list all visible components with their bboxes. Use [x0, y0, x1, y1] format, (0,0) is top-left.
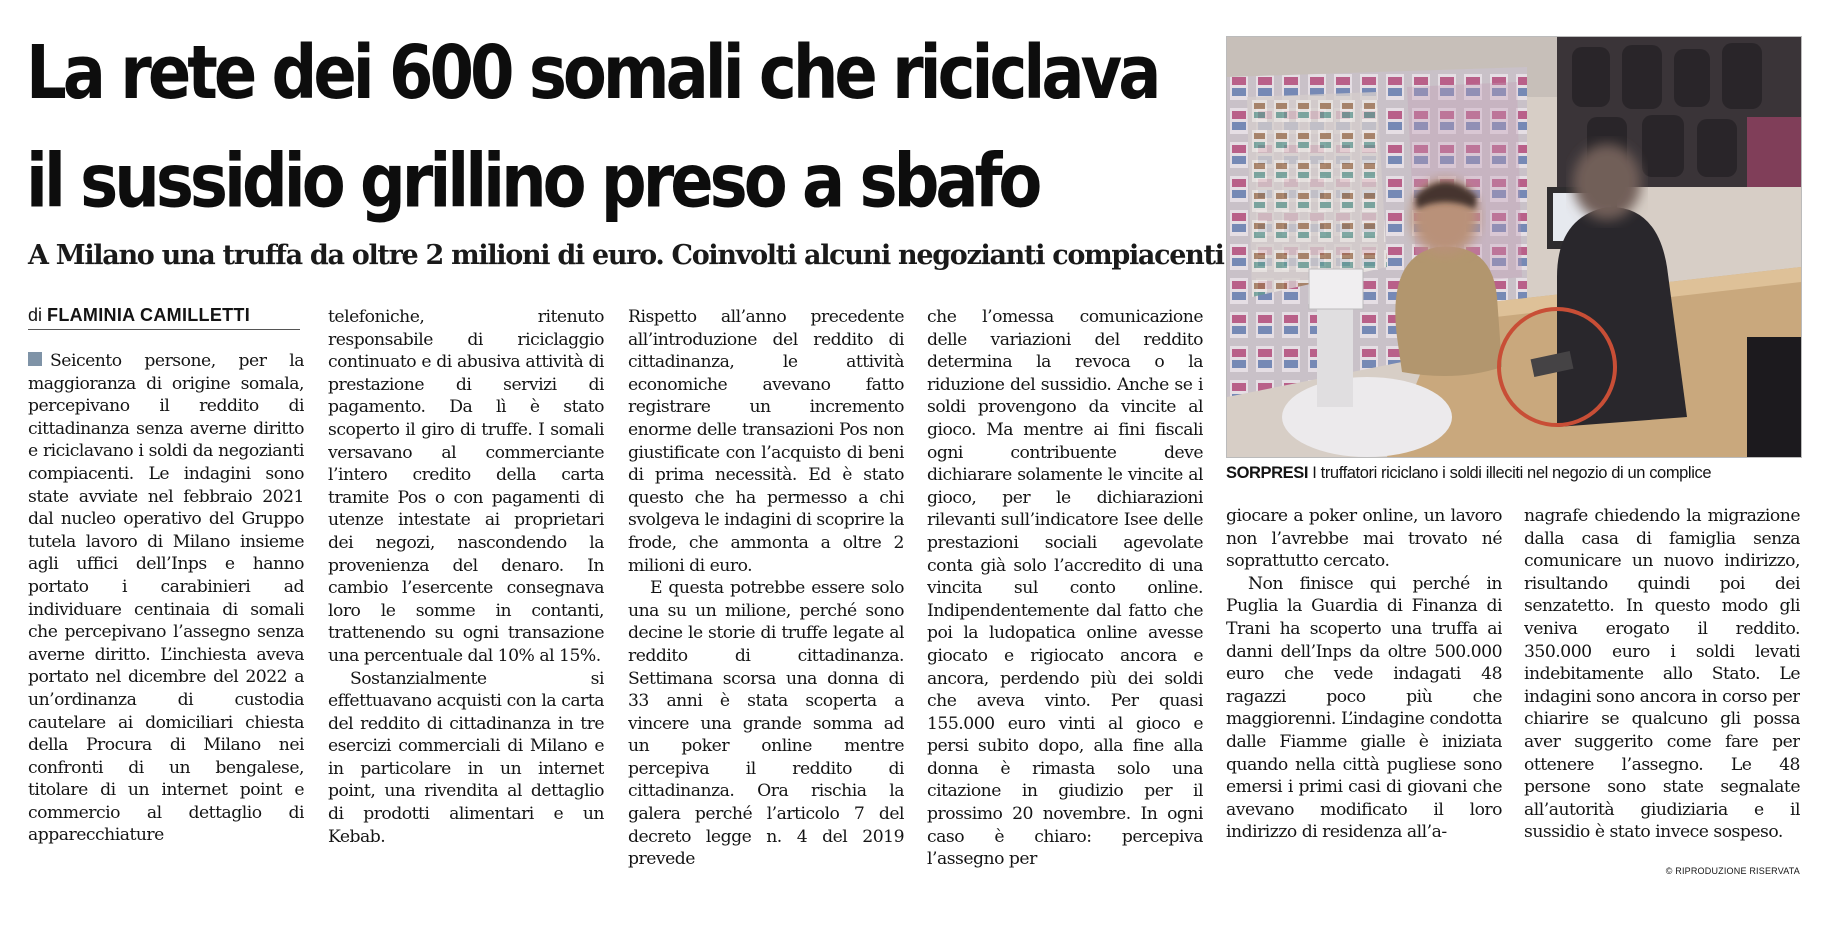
- paragraph: telefoniche, ritenuto responsabile di riciclaggio continuato e di abusiva attività di prestazione di servizi di pagamento. Da lì è stato scoperto il giro di truffe. I somali versavano al commerciante l’intero credito della carta tramite Pos o con pagamenti di utenze intestate ai proprietari dei negozi, nascondendo la provenienza del denaro. In cambio l’esercente consegnava loro le somme in contanti, trattenendo su ogni transazione una percentuale dal 10% al 15%.: [328, 307, 604, 666]
- subheadline: A Milano una truffa da oltre 2 milioni di euro. Coinvolti alcuni negozianti compiacenti: [28, 240, 1224, 271]
- photo-caption: [1226, 462, 1804, 484]
- paragraph: Sostanzialmente si effettuavano acquisti con la carta del reddito di cittadinanza in tre esercizi commerciali di Milano e in particolare in un internet point, una rivendita al dettaglio di prodotti alimentari e un Kebab.: [328, 668, 604, 847]
- article-column-6: [1524, 505, 1800, 865]
- byline: [28, 304, 300, 330]
- article-column-2: [328, 306, 604, 886]
- shop-scene-image: [1227, 37, 1801, 457]
- copyright-notice: © RIPRODUZIONE RISERVATA: [1665, 866, 1800, 876]
- article-column-4: [927, 306, 1203, 886]
- surveillance-photo: [1226, 36, 1802, 458]
- caption-text: I truffatori riciclano i soldi illeciti nel negozio di un complice: [1312, 464, 1712, 482]
- headline-line-2: il sussidio grillino preso a sbafo: [26, 139, 1039, 225]
- paragraph: E questa potrebbe essere solo una su un milione, perché sono decine le storie di truffe legate al reddito di cittadinanza. Settimana scorsa una donna di 33 anni è stata scoperta a vincere una grande somma ad un poker online mentre percepiva il reddito di cittadinanza. Ora rischia la galera perché l’articolo 7 del decreto legge n. 4 del 2019 prevede: [628, 578, 904, 870]
- paragraph: Rispetto all’anno precedente all’introduzione del reddito di cittadinanza, le attività economiche avevano fatto registrare un incremento enorme delle transazioni Pos non giustificate con l’acquisto di beni di prima necessità. Ed è stato questo che ha permesso a chi svolgeva le indagini di scoprire la frode, che ammonta a oltre 2 milioni di euro.: [628, 307, 904, 576]
- paragraph: nagrafe chiedendo la migrazione dalla casa di famiglia senza comunicare un nuovo indirizzo, risultando quindi poi dei senzatetto. In questo modo gli veniva erogato il reddito. 350.000 euro i soldi levati indebitamente allo Stato. Le indagini sono ancora in corso per chiarire se qualcuno gli possa aver suggerito come fare per ottenere l’assegno. Le 48 persone sono state segnalate all’autorità giudiziaria e il sussidio è stato invece sospeso.: [1524, 506, 1800, 843]
- caption-tag: SORPRESI: [1226, 464, 1309, 482]
- article-column-1: [28, 350, 304, 930]
- article-column-5: [1226, 505, 1502, 885]
- byline-prefix: di: [28, 305, 43, 325]
- headline: [26, 20, 1226, 236]
- byline-author: FLAMINIA CAMILLETTI: [47, 305, 251, 325]
- paragraph: Non finisce qui perché in Puglia la Guardia di Finanza di Trani ha scoperto una truffa ai danni dell’Inps da oltre 500.000 euro che vede indagati 48 ragazzi poco più che maggiorenni. L’indagine condotta dalle Fiamme gialle è iniziata quando nella città pugliese sono emersi i primi casi di giovani che avevano modificato il loro indirizzo di residenza all’a-: [1226, 573, 1502, 843]
- paragraph: Seicento persone, per la maggioranza di origine somala, percepivano il reddito di cittadinanza senza averne diritto e riciclavano i soldi da negozianti compiacenti. Le indagini sono state avviate nel febbraio 2021 dal nucleo operativo del Gruppo tutela lavoro di Milano insieme agli uffici dell’Inps e hanno portato i carabinieri ad individuare centinaia di somali che percepivano l’assegno senza averne diritto. L’inchiesta aveva portato nel dicembre del 2022 a un’ordinanza di custodia cautelare ai domiciliari chiesta della Procura di Milano nei confronti di un bengalese, titolare di un internet point e commercio al dettaglio di apparecchiature: [28, 351, 304, 846]
- paragraph: che l’omessa comunicazione delle variazioni del reddito determina la revoca o la riduzione del sussidio. Anche se i soldi provengono da vincite al gioco. Ma mentre ai fini fiscali ogni contribuente deve dichiarare solamente le vincite al gioco, per le dichiarazioni rilevanti sull’indicatore Isee delle prestazioni sociali agevolate conta già solo l’accredito di una vincita sul conto online. Indipendentemente dal fatto che poi la ludopatica online avesse giocato e rigiocato ancora e ancora, perdendo più dei soldi che aveva vinto. Per quasi 155.000 euro vinti al gioco e persi subito dopo, alla fine alla donna è rimasta solo una citazione in giudizio per il prossimo 20 novembre. In ogni caso è chiaro: percepiva l’assegno per: [927, 307, 1203, 870]
- headline-line-1: La rete dei 600 somali che riciclava: [26, 31, 1158, 117]
- article-column-3: [628, 306, 904, 886]
- paragraph: giocare a poker online, un lavoro non l’avrebbe mai trovato né soprattutto cercato.: [1226, 506, 1502, 572]
